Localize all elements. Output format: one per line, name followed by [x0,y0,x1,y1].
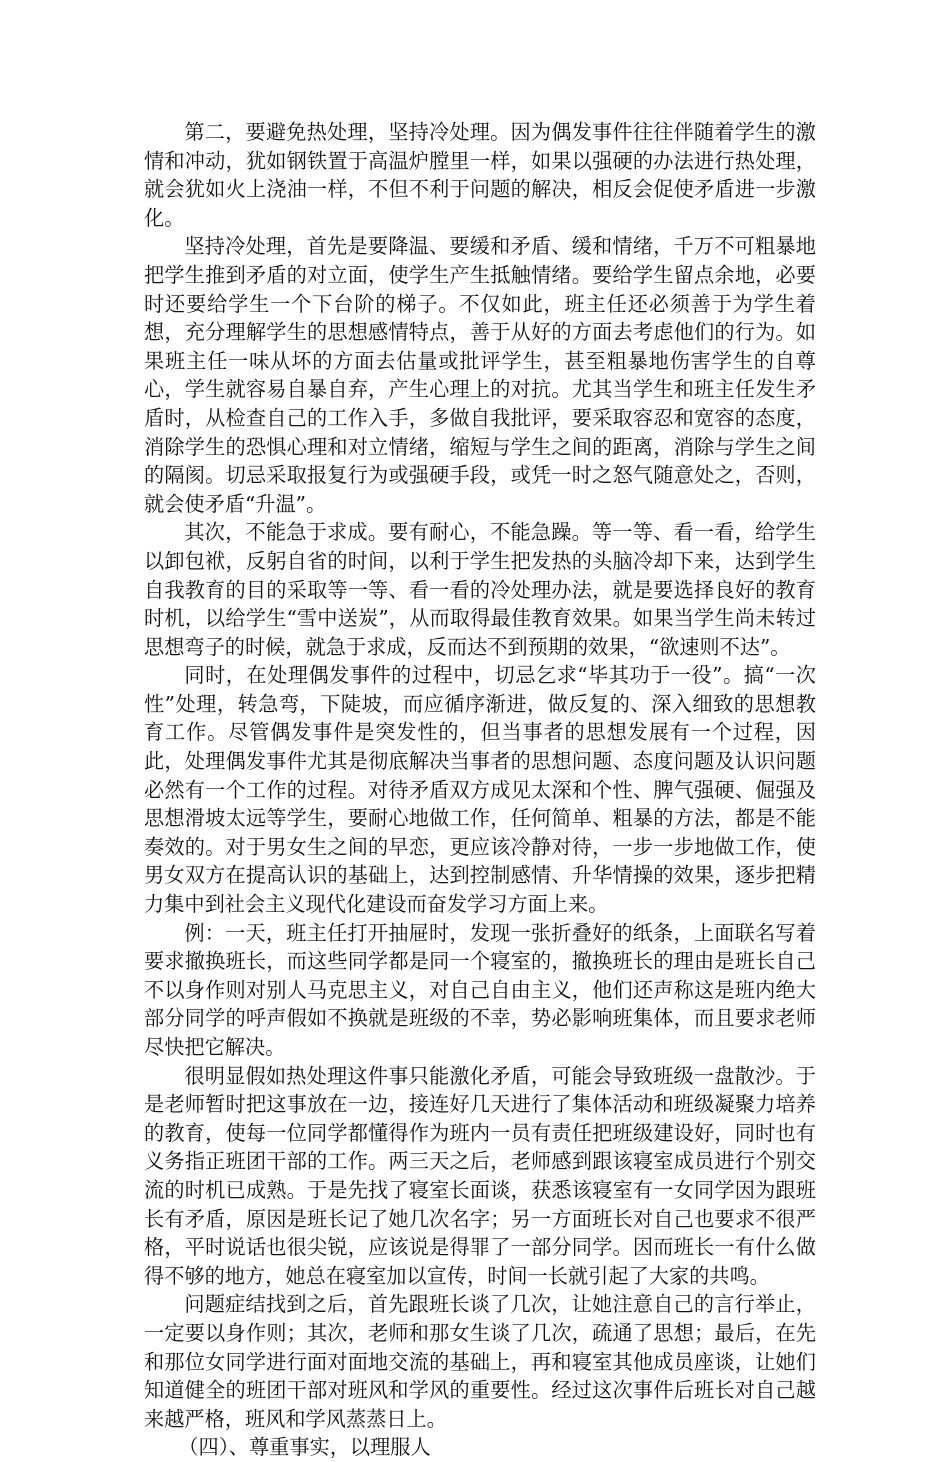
paragraph-cooling-down: 坚持冷处理，首先是要降温、要缓和矛盾、缓和情绪，千万不可粗暴地把学生推到矛盾的对立面，使学生产生抵触情绪。要给学生留点余地，必要时还要给学生一个下台阶的梯子。不仅如此，班主任还必须善于为学生着想，充分理解学生的思想感情特点，善于从好的方面去考虑他们的行为。如果班主任一味从坏的方面去估量或批评学生，甚至粗暴地伤害学生的自尊心，学生就容易自暴自弃，产生心理上的对抗。尤其当学生和班主任发生矛盾时，从检查自己的工作入手，多做自我批评，要采取容忍和宽容的态度，消除学生的恐惧心理和对立情绪，缩短与学生之间的距离，消除与学生之间的隔阂。切忌采取报复行为或强硬手段，或凭一时之怒气随意处之，否则，就会使矛盾“升温”。 [144,234,816,516]
section-heading: （四）、尊重事实，以理服人 [178,1435,431,1460]
paragraph-example: 例：一天，班主任打开抽屉时，发现一张折叠好的纸条，上面联名写着要求撤换班长，而这些同学都是同一个寝室的，撤换班长的理由是班长自己不以身作则对别人马克思主义，对自己自由主义，他们还声称这是班内绝大部分同学的呼声假如不换就是班级的不幸，势必影响班集体，而且要求老师尽快把它解决。 [144,920,816,1059]
paragraph-resolution: 问题症结找到之后，首先跟班长谈了几次，让她注意自己的言行举止，一定要以身作则；其次，老师和那女生谈了几次，疏通了思想；最后，在先和那位女同学进行面对面地交流的基础上，再和寝室其他成员座谈，让她们知道健全的班团干部对班风和学风的重要性。经过这次事件后班长对自己越来越严格，班风和学风蒸蒸日上。 [144,1292,816,1431]
paragraph-no-rush: 其次，不能急于求成。要有耐心，不能急躁。等一等、看一看，给学生以卸包袱，反躬自省的时间，以利于学生把发热的头脑冷却下来，达到学生自我教育的目的采取等一等、看一看的冷处理办法，就是要选择良好的教育时机，以给学生“雪中送炭”，从而取得最佳教育效果。如果当学生尚未转过思想弯子的时候，就急于求成，反而达不到预期的效果，“欲速则不达”。 [144,520,816,659]
document-page [144,118,816,1462]
paragraph-gradual-approach: 同时，在处理偶发事件的过程中，切忌乞求“毕其功于一役”。搞“一次性”处理，转急弯，下陡坡，而应循序渐进，做反复的、深入细致的思想教育工作。尽管偶发事件是突发性的，但当事者的思想发展有一个过程，因此，处理偶发事件尤其是彻底解决当事者的思想问题、态度问题及认识问题必然有一个工作的过程。对待矛盾双方成见太深和个性、脾气强硬、倔强及思想滑坡太远等学生，要耐心地做工作，任何简单、粗暴的方法，都是不能奏效的。对于男女生之间的早恋，更应该冷静对待，一步一步地做工作，使男女双方在提高认识的基础上，达到控制感情、升华情操的效果，逐步把精力集中到社会主义现代化建设而奋发学习方面上来。 [144,663,816,917]
paragraph-example-handling: 很明显假如热处理这件事只能激化矛盾，可能会导致班级一盘散沙。于是老师暂时把这事放在一边，接连好几天进行了集体活动和班级凝聚力培养的教育，使每一位同学都懂得作为班内一员有责任把班级建设好，同时也有义务指正班团干部的工作。两三天之后，老师感到跟该寝室成员进行个别交流的时机已成熟。于是先找了寝室长面谈，获悉该寝室有一女同学因为跟班长有矛盾，原因是班长记了她几次名字；另一方面班长对自己也要求不很严格，平时说话也很尖锐，应该说是得罪了一部分同学。因而班长一有什么做得不够的地方，她总在寝室加以宣传，时间一长就引起了大家的共鸣。 [144,1063,816,1288]
paragraph-cold-handling: 第二，要避免热处理，坚持冷处理。因为偶发事件往往伴随着学生的激情和冲动，犹如钢铁置于高温炉膛里一样，如果以强硬的办法进行热处理，就会犹如火上浇油一样，不但不利于问题的解决，相反会促使矛盾进一步激化。 [144,120,816,230]
